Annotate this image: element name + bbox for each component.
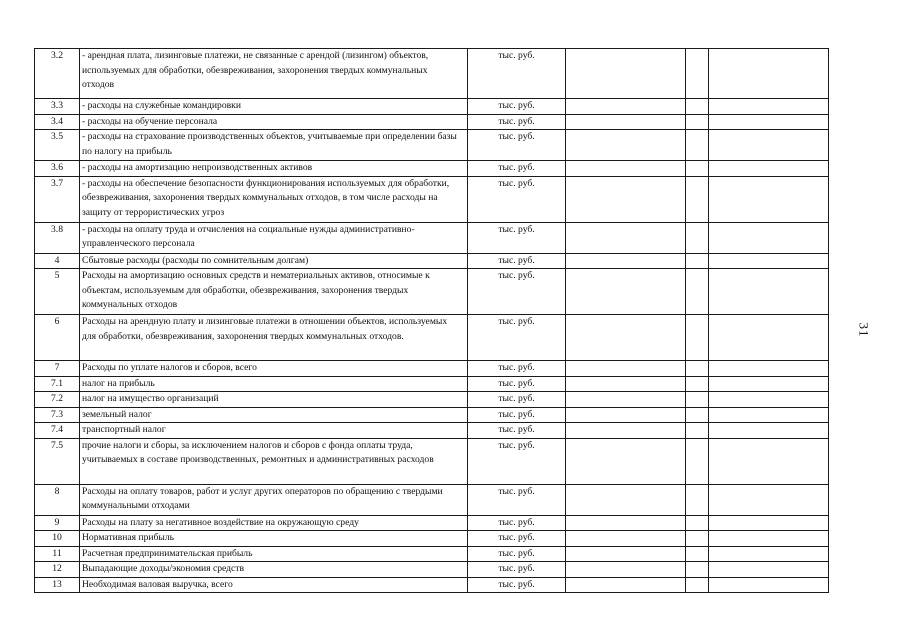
row-unit-cell: тыс. руб. [468, 253, 566, 269]
table-row [35, 315, 829, 361]
row-value-cell-3 [709, 130, 829, 161]
row-value-cell-1 [566, 515, 686, 531]
row-value-cell-3 [709, 315, 829, 361]
row-value-cell-1 [566, 176, 686, 222]
page-number: 31 [856, 322, 872, 338]
row-value-cell-2 [686, 438, 709, 484]
row-description-cell: Расходы на арендную плату и лизинговые платежи в отношении объектов, используемых для обработки, обезвреживания, захоронения твердых коммунальных отходов. [80, 315, 468, 361]
row-value-cell-3 [709, 161, 829, 177]
row-description-cell: налог на прибыль [80, 376, 468, 392]
row-description-cell: - расходы на служебные командировки [80, 99, 468, 115]
row-value-cell-3 [709, 392, 829, 408]
table-row [35, 130, 829, 161]
table-row [35, 577, 829, 593]
row-description-cell: прочие налоги и сборы, за исключением налогов и сборов с фонда оплаты труда, учитываемых в составе производственных, ремонтных и административных расходов [80, 438, 468, 484]
row-value-cell-1 [566, 99, 686, 115]
row-number-cell: 6 [35, 315, 80, 361]
row-description-cell: Нормативная прибыль [80, 531, 468, 547]
row-unit-cell: тыс. руб. [468, 161, 566, 177]
row-value-cell-1 [566, 423, 686, 439]
row-value-cell-3 [709, 376, 829, 392]
table-row [35, 531, 829, 547]
table-row [35, 392, 829, 408]
table-row [35, 222, 829, 253]
row-unit-cell: тыс. руб. [468, 269, 566, 315]
row-description-cell: транспортный налог [80, 423, 468, 439]
row-value-cell-2 [686, 376, 709, 392]
row-value-cell-2 [686, 222, 709, 253]
row-value-cell-2 [686, 423, 709, 439]
row-description-cell: - расходы на амортизацию непроизводственных активов [80, 161, 468, 177]
row-unit-cell: тыс. руб. [468, 315, 566, 361]
row-value-cell-3 [709, 484, 829, 515]
row-number-cell: 4 [35, 253, 80, 269]
row-unit-cell: тыс. руб. [468, 423, 566, 439]
table-row [35, 253, 829, 269]
row-value-cell-3 [709, 222, 829, 253]
row-value-cell-3 [709, 99, 829, 115]
row-number-cell: 3.8 [35, 222, 80, 253]
row-value-cell-2 [686, 176, 709, 222]
row-value-cell-1 [566, 546, 686, 562]
row-description-cell: Расходы на плату за негативное воздействие на окружающую среду [80, 515, 468, 531]
row-description-cell: - арендная плата, лизинговые платежи, не связанные с арендой (лизингом) объектов, используемых для обработки, обезвреживания, захоронения твердых коммунальных отходов [80, 49, 468, 99]
row-number-cell: 3.5 [35, 130, 80, 161]
row-value-cell-1 [566, 253, 686, 269]
row-unit-cell: тыс. руб. [468, 515, 566, 531]
row-value-cell-1 [566, 361, 686, 377]
row-value-cell-2 [686, 114, 709, 130]
table-row [35, 361, 829, 377]
row-unit-cell: тыс. руб. [468, 438, 566, 484]
table-row [35, 114, 829, 130]
row-description-cell: Расчетная предпринимательская прибыль [80, 546, 468, 562]
table-row [35, 438, 829, 484]
row-value-cell-1 [566, 49, 686, 99]
table-row [35, 99, 829, 115]
row-value-cell-3 [709, 546, 829, 562]
row-description-cell: Расходы по уплате налогов и сборов, всего [80, 361, 468, 377]
row-number-cell: 7.4 [35, 423, 80, 439]
row-number-cell: 7.3 [35, 407, 80, 423]
row-description-cell: Сбытовые расходы (расходы по сомнительным долгам) [80, 253, 468, 269]
row-value-cell-1 [566, 315, 686, 361]
row-value-cell-1 [566, 577, 686, 593]
row-value-cell-1 [566, 407, 686, 423]
table-row [35, 407, 829, 423]
row-value-cell-3 [709, 407, 829, 423]
row-value-cell-2 [686, 407, 709, 423]
row-number-cell: 9 [35, 515, 80, 531]
row-unit-cell: тыс. руб. [468, 130, 566, 161]
row-unit-cell: тыс. руб. [468, 484, 566, 515]
row-number-cell: 13 [35, 577, 80, 593]
row-value-cell-1 [566, 531, 686, 547]
row-number-cell: 7.5 [35, 438, 80, 484]
row-unit-cell: тыс. руб. [468, 546, 566, 562]
row-description-cell: Необходимая валовая выручка, всего [80, 577, 468, 593]
row-unit-cell: тыс. руб. [468, 531, 566, 547]
row-value-cell-3 [709, 515, 829, 531]
row-value-cell-2 [686, 161, 709, 177]
row-unit-cell: тыс. руб. [468, 49, 566, 99]
row-number-cell: 12 [35, 562, 80, 578]
row-description-cell: - расходы на обеспечение безопасности функционирования используемых для обработки, обезвреживания, захоронения твердых коммунальных отходов, в том числе расходы на защиту от террористических угроз [80, 176, 468, 222]
row-number-cell: 8 [35, 484, 80, 515]
row-description-cell: Выпадающие доходы/экономия средств [80, 562, 468, 578]
row-value-cell-2 [686, 577, 709, 593]
table-row [35, 376, 829, 392]
table-row [35, 423, 829, 439]
row-number-cell: 3.7 [35, 176, 80, 222]
row-number-cell: 7.2 [35, 392, 80, 408]
row-value-cell-2 [686, 361, 709, 377]
row-value-cell-2 [686, 49, 709, 99]
row-number-cell: 3.2 [35, 49, 80, 99]
row-value-cell-1 [566, 562, 686, 578]
row-value-cell-1 [566, 438, 686, 484]
row-value-cell-2 [686, 531, 709, 547]
row-description-cell: - расходы на оплату труда и отчисления на социальные нужды административно-управленческого персонала [80, 222, 468, 253]
row-value-cell-3 [709, 49, 829, 99]
row-value-cell-1 [566, 484, 686, 515]
row-value-cell-1 [566, 269, 686, 315]
row-unit-cell: тыс. руб. [468, 361, 566, 377]
row-unit-cell: тыс. руб. [468, 376, 566, 392]
row-unit-cell: тыс. руб. [468, 114, 566, 130]
row-description-cell: Расходы на амортизацию основных средств и нематериальных активов, относимые к объектам, используемым для обработки, обезвреживания, захоронения твердых коммунальных отходов [80, 269, 468, 315]
table-body [35, 49, 829, 593]
table-row [35, 161, 829, 177]
row-value-cell-1 [566, 114, 686, 130]
row-value-cell-2 [686, 253, 709, 269]
row-unit-cell: тыс. руб. [468, 392, 566, 408]
row-description-cell: налог на имущество организаций [80, 392, 468, 408]
table-row [35, 484, 829, 515]
row-value-cell-2 [686, 315, 709, 361]
row-value-cell-3 [709, 253, 829, 269]
table-row [35, 269, 829, 315]
row-value-cell-2 [686, 99, 709, 115]
row-value-cell-2 [686, 392, 709, 408]
row-number-cell: 5 [35, 269, 80, 315]
row-value-cell-2 [686, 562, 709, 578]
row-value-cell-1 [566, 392, 686, 408]
row-value-cell-3 [709, 269, 829, 315]
row-value-cell-3 [709, 577, 829, 593]
row-number-cell: 11 [35, 546, 80, 562]
row-value-cell-3 [709, 361, 829, 377]
row-unit-cell: тыс. руб. [468, 577, 566, 593]
row-value-cell-2 [686, 546, 709, 562]
row-number-cell: 3.4 [35, 114, 80, 130]
row-unit-cell: тыс. руб. [468, 562, 566, 578]
row-value-cell-3 [709, 176, 829, 222]
row-unit-cell: тыс. руб. [468, 407, 566, 423]
row-number-cell: 7 [35, 361, 80, 377]
row-value-cell-2 [686, 484, 709, 515]
table-row [35, 49, 829, 99]
row-value-cell-2 [686, 515, 709, 531]
row-value-cell-1 [566, 222, 686, 253]
row-value-cell-1 [566, 376, 686, 392]
row-number-cell: 7.1 [35, 376, 80, 392]
row-value-cell-1 [566, 161, 686, 177]
row-value-cell-3 [709, 423, 829, 439]
table-row [35, 515, 829, 531]
row-unit-cell: тыс. руб. [468, 99, 566, 115]
cost-table [34, 48, 829, 593]
row-unit-cell: тыс. руб. [468, 176, 566, 222]
table-row [35, 176, 829, 222]
row-value-cell-3 [709, 438, 829, 484]
row-unit-cell: тыс. руб. [468, 222, 566, 253]
row-description-cell: земельный налог [80, 407, 468, 423]
row-value-cell-2 [686, 269, 709, 315]
row-description-cell: Расходы на оплату товаров, работ и услуг других операторов по обращению с твердыми коммунальными отходами [80, 484, 468, 515]
row-value-cell-1 [566, 130, 686, 161]
row-number-cell: 3.6 [35, 161, 80, 177]
row-number-cell: 3.3 [35, 99, 80, 115]
row-value-cell-3 [709, 531, 829, 547]
row-value-cell-2 [686, 130, 709, 161]
row-description-cell: - расходы на обучение персонала [80, 114, 468, 130]
row-description-cell: - расходы на страхование производственных объектов, учитываемые при определении базы по налогу на прибыль [80, 130, 468, 161]
row-value-cell-3 [709, 562, 829, 578]
row-number-cell: 10 [35, 531, 80, 547]
row-value-cell-3 [709, 114, 829, 130]
table-row [35, 546, 829, 562]
table-row [35, 562, 829, 578]
